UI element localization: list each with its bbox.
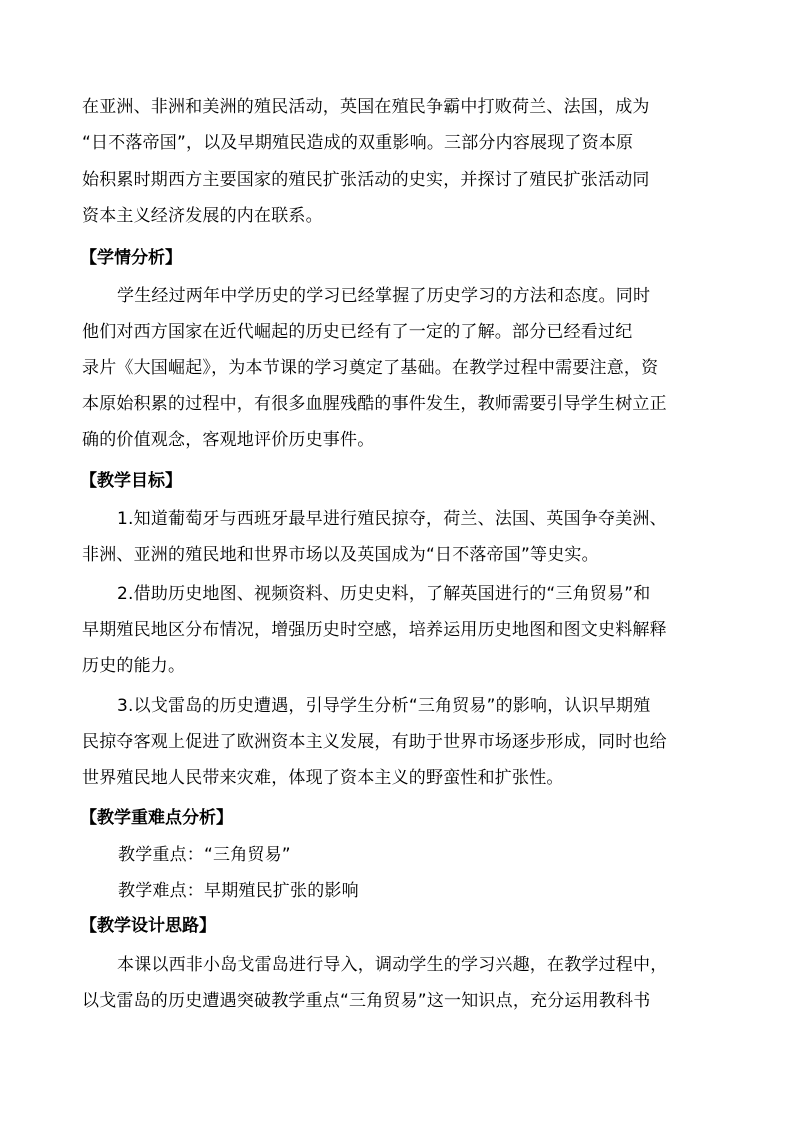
design-line-1: 本课以西非小岛戈雷岛进行导入，调动学生的学习兴趣，在教学过程中， bbox=[117, 955, 668, 975]
design-heading: 【教学设计思路】 bbox=[80, 916, 216, 936]
learning-analysis-line-5: 确的价值观念，客观地评价历史事件。 bbox=[82, 430, 375, 450]
teaching-goals-heading: 【教学目标】 bbox=[80, 471, 182, 491]
goal-3-line-1: 3.以戈雷岛的历史遭遇，引导学生分析“三角贸易”的影响，认识早期殖 bbox=[117, 696, 651, 716]
key-points-heading: 【教学重难点分析】 bbox=[80, 808, 233, 828]
goal-3-line-3: 世界殖民地人民带来灾难，体现了资本主义的野蛮性和扩张性。 bbox=[82, 768, 564, 788]
goal-2-line-2: 早期殖民地区分布情况，增强历史时空感，培养运用历史地图和图文史料解释 bbox=[82, 620, 667, 640]
intro-line-3: 始积累时期西方主要国家的殖民扩张活动的史实，并探讨了殖民扩张活动同 bbox=[82, 170, 650, 190]
teaching-focus: 教学重点：“三角贸易” bbox=[118, 845, 291, 865]
teaching-difficulty: 教学难点：早期殖民扩张的影响 bbox=[118, 881, 359, 901]
goal-2-line-1: 2.借助历史地图、视频资料、历史史料，了解英国进行的“三角贸易”和 bbox=[117, 584, 651, 604]
intro-line-4: 资本主义经济发展的内在联系。 bbox=[82, 206, 323, 226]
learning-analysis-line-3: 录片《大国崛起》，为本节课的学习奠定了基础。在教学过程中需要注意，资 bbox=[82, 358, 659, 378]
design-line-2: 以戈雷岛的历史遭遇突破教学重点“三角贸易”这一知识点，充分运用教科书 bbox=[82, 991, 651, 1011]
learning-analysis-heading: 【学情分析】 bbox=[80, 248, 182, 268]
learning-analysis-line-4: 本原始积累的过程中，有很多血腥残酷的事件发生，教师需要引导学生树立正 bbox=[82, 394, 667, 414]
learning-analysis-line-1: 学生经过两年中学历史的学习已经掌握了历史学习的方法和态度。同时 bbox=[117, 286, 651, 306]
goal-1-line-1: 1.知道葡萄牙与西班牙最早进行殖民掠夺，荷兰、法国、英国争夺美洲、 bbox=[117, 509, 667, 529]
goal-1-line-2: 非洲、亚洲的殖民地和世界市场以及英国成为“日不落帝国”等史实。 bbox=[82, 545, 599, 565]
goal-3-line-2: 民掠夺客观上促进了欧洲资本主义发展，有助于世界市场逐步形成，同时也给 bbox=[82, 732, 667, 752]
goal-2-line-3: 历史的能力。 bbox=[82, 656, 186, 676]
learning-analysis-line-2: 他们对西方国家在近代崛起的历史已经有了一定的了解。部分已经看过纪 bbox=[82, 322, 633, 342]
intro-line-2: “日不落帝国”，以及早期殖民造成的双重影响。三部分内容展现了资本原 bbox=[82, 133, 634, 153]
intro-line-1: 在亚洲、非洲和美洲的殖民活动，英国在殖民争霸中打败荷兰、法国，成为 bbox=[82, 97, 650, 117]
